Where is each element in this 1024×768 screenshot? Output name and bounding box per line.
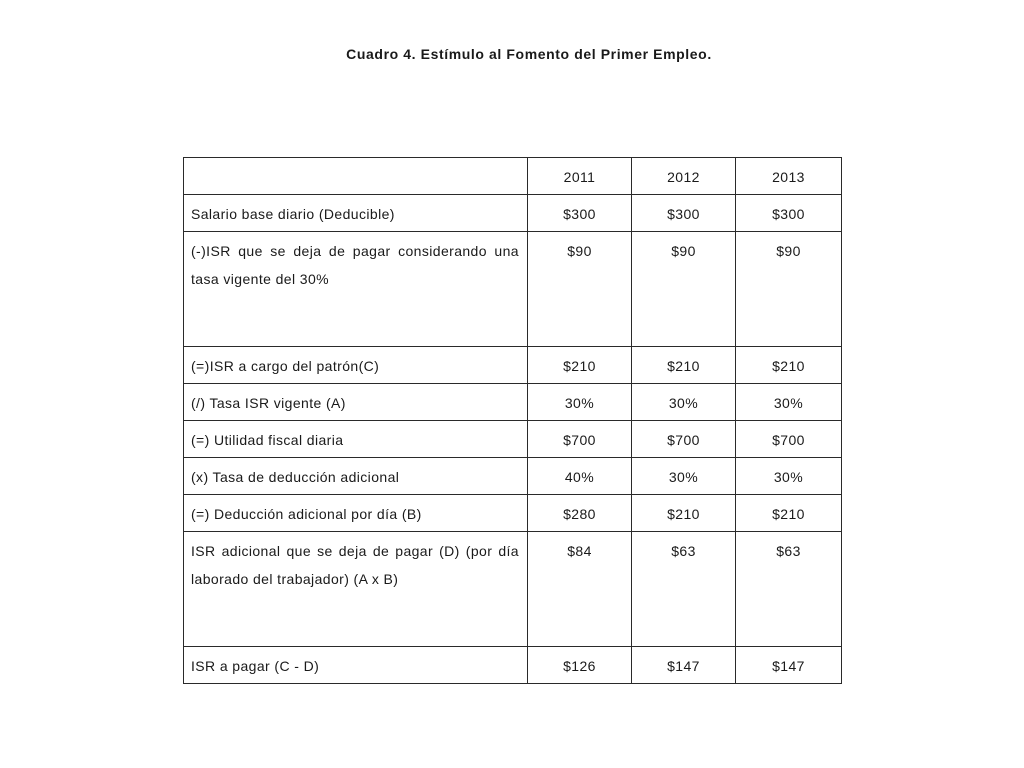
row-value-2011: $84 — [528, 532, 632, 647]
table-row — [184, 421, 842, 458]
table-title: Cuadro 4. Estímulo al Fomento del Primer Empleo. — [346, 46, 712, 62]
header-cell-2013: 2013 — [736, 158, 842, 195]
row-value-2012: $63 — [632, 532, 736, 647]
row-value-2012: 30% — [632, 384, 736, 421]
header-cell-blank — [184, 158, 528, 195]
row-label: ISR adicional que se deja de pagar (D) (por día laborado del trabajador) (A x B) — [184, 532, 528, 647]
row-value-2012: $210 — [632, 495, 736, 532]
table-row — [184, 347, 842, 384]
header-cell-2011: 2011 — [528, 158, 632, 195]
row-label: (=) Utilidad fiscal diaria — [184, 421, 528, 458]
row-label: Salario base diario (Deducible) — [184, 195, 528, 232]
table-row — [184, 195, 842, 232]
header-cell-2012: 2012 — [632, 158, 736, 195]
row-label: (=)ISR a cargo del patrón(C) — [184, 347, 528, 384]
row-value-2013: $90 — [736, 232, 842, 347]
table-row — [184, 458, 842, 495]
row-value-2011: 30% — [528, 384, 632, 421]
row-value-2013: 30% — [736, 458, 842, 495]
employment-stimulus-table — [183, 157, 842, 684]
row-value-2011: $210 — [528, 347, 632, 384]
row-value-2013: $210 — [736, 347, 842, 384]
row-value-2013: $147 — [736, 647, 842, 684]
row-label: (=) Deducción adicional por día (B) — [184, 495, 528, 532]
row-label: ISR a pagar (C - D) — [184, 647, 528, 684]
table-row — [184, 232, 842, 347]
row-value-2011: $280 — [528, 495, 632, 532]
row-value-2011: $90 — [528, 232, 632, 347]
row-value-2012: $700 — [632, 421, 736, 458]
row-label: (x) Tasa de deducción adicional — [184, 458, 528, 495]
table-row — [184, 384, 842, 421]
row-value-2013: $700 — [736, 421, 842, 458]
row-label: (/) Tasa ISR vigente (A) — [184, 384, 528, 421]
row-value-2011: $700 — [528, 421, 632, 458]
row-value-2011: 40% — [528, 458, 632, 495]
row-value-2013: $210 — [736, 495, 842, 532]
table-row — [184, 647, 842, 684]
table-header-row — [184, 158, 842, 195]
row-value-2013: $63 — [736, 532, 842, 647]
row-value-2012: $300 — [632, 195, 736, 232]
row-value-2013: $300 — [736, 195, 842, 232]
table-row — [184, 495, 842, 532]
row-value-2011: $300 — [528, 195, 632, 232]
row-value-2012: $90 — [632, 232, 736, 347]
row-label: (-)ISR que se deja de pagar considerando una tasa vigente del 30% — [184, 232, 528, 347]
table-row — [184, 532, 842, 647]
row-value-2012: 30% — [632, 458, 736, 495]
row-value-2011: $126 — [528, 647, 632, 684]
row-value-2012: $210 — [632, 347, 736, 384]
row-value-2013: 30% — [736, 384, 842, 421]
row-value-2012: $147 — [632, 647, 736, 684]
